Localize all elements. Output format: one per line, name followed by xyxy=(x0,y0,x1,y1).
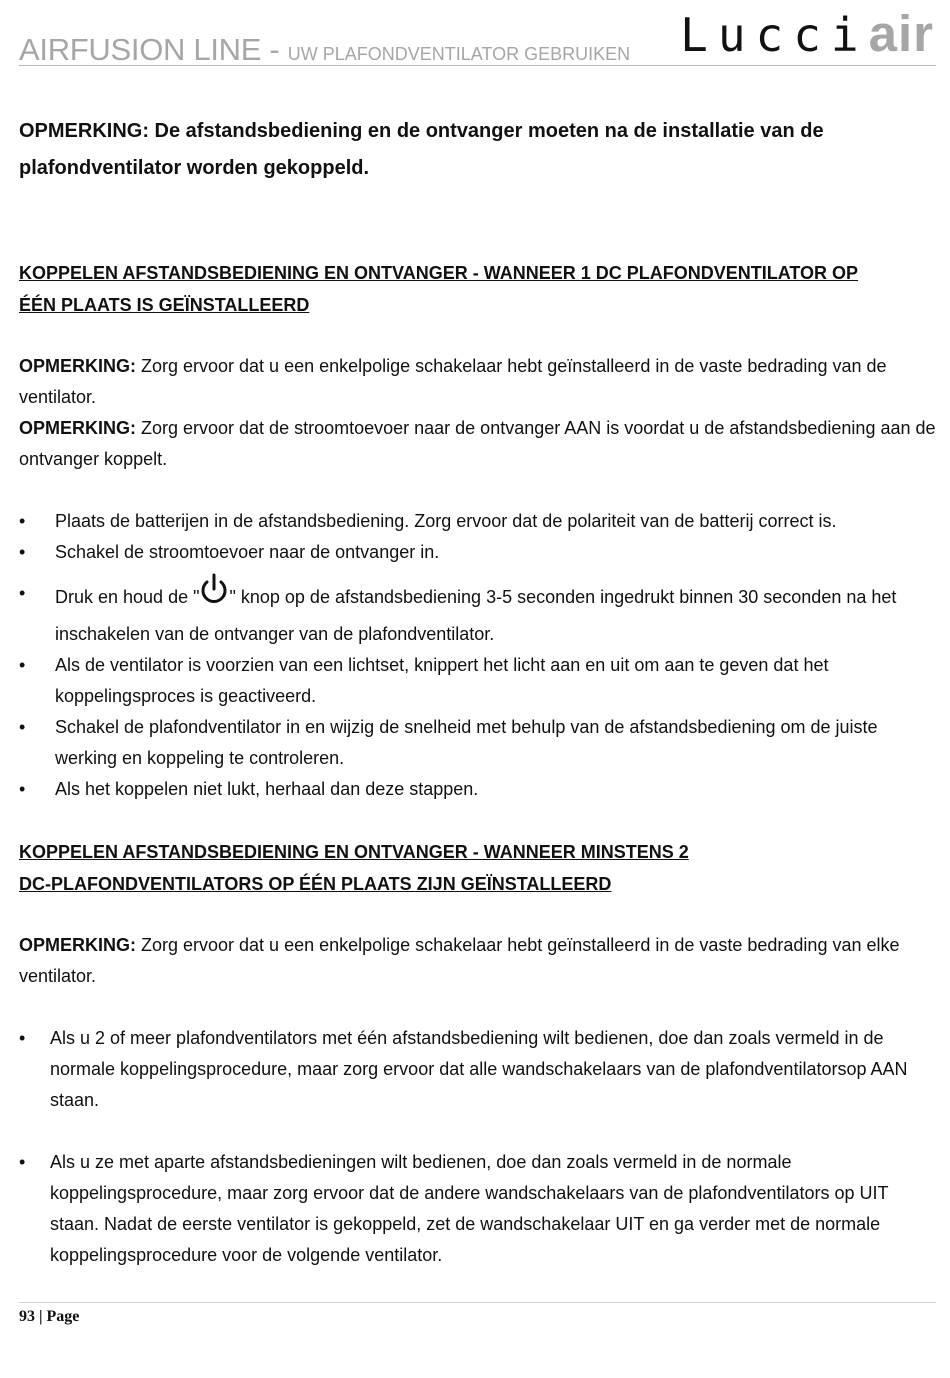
list-item-text: Schakel de stroomtoevoer naar de ontvanger in. xyxy=(55,542,440,562)
list-item-text-after: " knop op de afstandsbediening 3-5 seconden ingedrukt binnen 30 seconden na het xyxy=(229,587,897,607)
section2-heading xyxy=(19,836,937,900)
page-content xyxy=(19,113,937,1271)
note-label: OPMERKING: xyxy=(19,356,136,376)
bullet-icon: • xyxy=(19,779,26,799)
list-item xyxy=(19,650,937,712)
list-item xyxy=(19,537,937,568)
page-header xyxy=(19,5,936,67)
list-item xyxy=(19,774,937,805)
brand-logo xyxy=(680,4,934,65)
bullet-icon: • xyxy=(19,1152,26,1172)
list-item xyxy=(19,1023,937,1116)
note-label: OPMERKING: xyxy=(19,935,136,955)
header-title xyxy=(19,32,630,72)
list-item-text-continued: inschakelen van de ontvanger van de plafondventilator. xyxy=(55,624,495,644)
bullet-icon: • xyxy=(19,542,26,562)
list-item-text: Als u 2 of meer plafondventilators met één afstandsbediening wilt bedienen, doe dan zoals vermeld in de normale koppelingsprocedure, maar zorg ervoor dat alle wandschakelaars van de plafondventilatorsop AAN staan. xyxy=(50,1028,908,1110)
page-footer xyxy=(19,1302,936,1329)
section2-list-continued xyxy=(19,1147,937,1271)
list-item-text: Plaats de batterijen in de afstandsbediening. Zorg ervoor dat de polariteit van de batterij correct is. xyxy=(55,511,837,531)
intro-note: OPMERKING: De afstandsbediening en de ontvanger moeten na de installatie van de plafondventilator worden gekoppeld. xyxy=(19,120,824,179)
note-text: Zorg ervoor dat u een enkelpolige schakelaar hebt geïnstalleerd in de vaste bedrading van de ventilator. xyxy=(19,356,887,407)
logo-air: air xyxy=(868,5,934,62)
section2-heading-line1: KOPPELEN AFSTANDSBEDIENING EN ONTVANGER - WANNEER MINSTENS 2 xyxy=(19,842,689,862)
header-title-sub: UW PLAFONDVENTILATOR GEBRUIKEN xyxy=(287,44,631,64)
list-item-text: Als u ze met aparte afstandsbedieningen wilt bedienen, doe dan zoals vermeld in de normale koppelingsprocedure, maar zorg ervoor dat de andere wandschakelaars van de plafondventilators op UIT staan. Nadat de eerste ventilator is gekoppeld, zet de wandschakelaar UIT en ga verder met de normale koppelingsprocedure voor de volgende ventilator. xyxy=(50,1152,889,1265)
list-item xyxy=(19,1147,937,1271)
bullet-icon: • xyxy=(19,583,26,603)
list-item-text-before: Druk en houd de " xyxy=(55,587,200,607)
section2-heading-line2: DC-PLAFONDVENTILATORS OP ÉÉN PLAATS ZIJN GEÏNSTALLEERD xyxy=(19,874,612,894)
bullet-icon: • xyxy=(19,1028,26,1048)
list-item-text: Als het koppelen niet lukt, herhaal dan deze stappen. xyxy=(55,779,479,799)
page-label: | Page xyxy=(35,1308,80,1325)
section2-note xyxy=(19,930,937,992)
section1-heading xyxy=(19,257,937,321)
bullet-icon: • xyxy=(19,511,26,531)
header-title-main: AIRFUSION LINE - xyxy=(19,32,288,67)
list-item xyxy=(19,572,937,650)
list-item xyxy=(19,712,937,774)
power-icon xyxy=(199,572,229,606)
page-number: 93 xyxy=(19,1308,35,1325)
section1-note1 xyxy=(19,351,937,413)
note-text: Zorg ervoor dat u een enkelpolige schakelaar hebt geïnstalleerd in de vaste bedrading van elke ventilator. xyxy=(19,935,900,986)
section1-steps-list xyxy=(19,506,937,805)
bullet-icon: • xyxy=(19,655,26,675)
note-label: OPMERKING: xyxy=(19,418,136,438)
section2-list xyxy=(19,1023,937,1116)
logo-lucci: Lucci xyxy=(680,8,869,62)
list-item xyxy=(19,506,937,537)
section1-note2 xyxy=(19,413,937,475)
list-item-text: Schakel de plafondventilator in en wijzig de snelheid met behulp van de afstandsbediening om de juiste werking en koppeling te controleren. xyxy=(55,717,878,768)
section1-heading-line2: ÉÉN PLAATS IS GEÏNSTALLEERD xyxy=(19,295,310,315)
bullet-icon: • xyxy=(19,717,26,737)
list-item-text: Als de ventilator is voorzien van een lichtset, knippert het licht aan en uit om aan te geven dat het koppelingsproces is geactiveerd. xyxy=(55,655,829,706)
note-text: Zorg ervoor dat de stroomtoevoer naar de ontvanger AAN is voordat u de afstandsbediening aan de ontvanger koppelt. xyxy=(19,418,936,469)
section1-heading-line1: KOPPELEN AFSTANDSBEDIENING EN ONTVANGER - WANNEER 1 DC PLAFONDVENTILATOR OP xyxy=(19,263,859,283)
